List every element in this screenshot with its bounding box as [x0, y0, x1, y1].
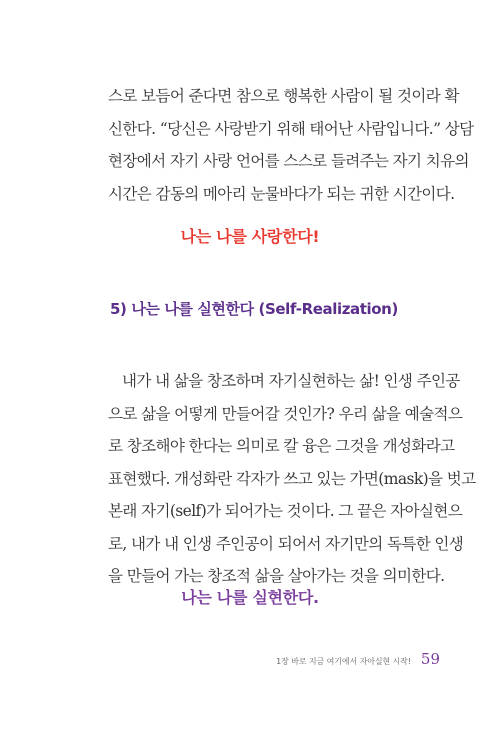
- body-line: 로 창조해야 한다는 의미로 칼 융은 그것을 개성화라고: [108, 437, 455, 455]
- body-line: 을 만들어 가는 창조적 삶을 살아가는 것을 의미한다.: [108, 567, 445, 585]
- emphasis-realize-yourself: 나는 나를 실현한다.: [181, 588, 319, 607]
- body-line: 으로 삶을 어떻게 만들어갈 것인가? 우리 삶을 예술적으: [108, 404, 463, 423]
- page-number: 59: [420, 650, 440, 668]
- page-footer: [276, 650, 440, 668]
- body-line: 표현했다. 개성화란 각자가 쓰고 있는 가면(mask)을 벗고: [108, 469, 476, 488]
- body-line: 본래 자기(self)가 되어가는 것이다. 그 끝은 자아실현으: [108, 502, 463, 520]
- body-paragraph-1: [108, 80, 474, 210]
- running-title: 1장 바로 지금 여기에서 자아실현 시작!: [276, 657, 411, 666]
- body-line: 내가 내 삶을 창조하며 자기실현하는 삶! 인생 주인공: [122, 372, 460, 390]
- section-heading: 5) 나는 나를 실현한다 (Self-Realization): [110, 300, 398, 318]
- emphasis-love-yourself: 나는 나를 사랑한다!: [180, 227, 320, 246]
- body-paragraph-2: [108, 365, 476, 593]
- body-line: 로, 내가 내 인생 주인공이 되어서 자기만의 독특한 인생: [108, 534, 464, 553]
- body-line: 스로 보듬어 준다면 참으로 행복한 사람이 될 것이라 확: [108, 87, 459, 105]
- body-line: 신한다. “당신은 사랑받기 위해 태어난 사람입니다.” 상담: [108, 119, 474, 138]
- body-line: 시간은 감동의 메아리 눈물바다가 되는 귀한 시간이다.: [108, 184, 455, 203]
- body-line: 현장에서 자기 사랑 언어를 스스로 들려주는 자기 치유의: [108, 152, 469, 170]
